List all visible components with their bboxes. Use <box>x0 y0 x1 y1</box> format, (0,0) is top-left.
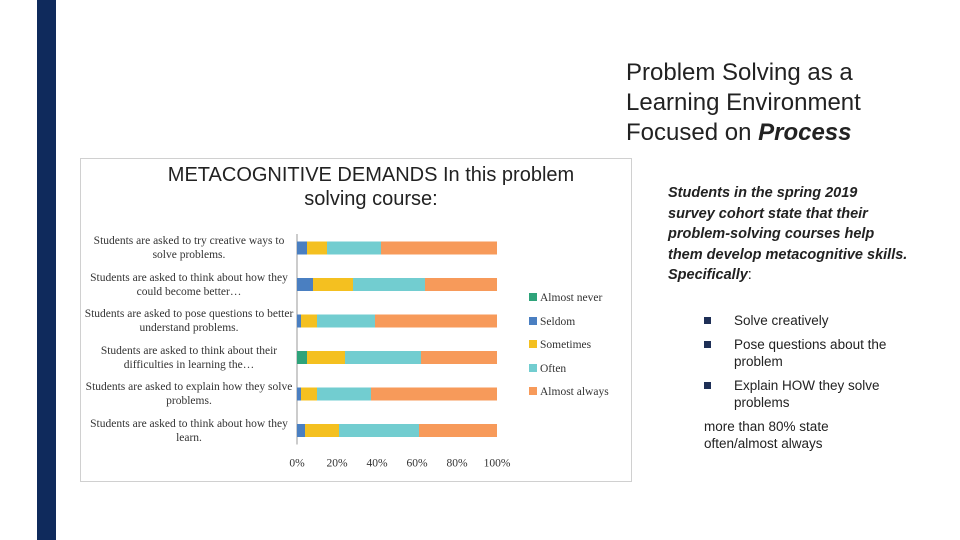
x-tick-label: 100% <box>483 457 511 470</box>
x-tick-label: 20% <box>326 457 348 470</box>
legend-item <box>529 386 609 410</box>
bar-segment-sometimes <box>313 278 353 291</box>
legend-swatch <box>529 387 537 395</box>
bar-segment-sometimes <box>301 315 317 328</box>
slide-title <box>626 58 946 148</box>
bar-segment-seldom <box>297 388 301 401</box>
legend-label: Often <box>540 362 567 375</box>
legend-label: Almost never <box>540 292 603 304</box>
left-accent-bar <box>37 0 56 540</box>
bar-segment-sometimes <box>307 351 345 364</box>
legend-swatch <box>529 293 537 301</box>
legend-item <box>529 339 609 363</box>
bullet-square-icon <box>704 382 711 389</box>
legend-item <box>529 292 609 316</box>
bar-segment-seldom <box>297 242 307 255</box>
bar-segment-often <box>317 388 371 401</box>
bullet-item <box>702 312 922 329</box>
bar-segment-often <box>345 351 421 364</box>
x-tick-label: 40% <box>366 457 388 470</box>
bar-segment-often <box>353 278 425 291</box>
x-tick-label: 80% <box>446 457 468 470</box>
legend-label: Seldom <box>540 315 576 328</box>
legend-item <box>529 316 609 340</box>
legend-item <box>529 363 609 387</box>
x-tick-label: 0% <box>289 457 305 470</box>
category-label: Students are asked to think about how they learn. <box>90 417 288 444</box>
bar-segment-sometimes <box>305 424 339 437</box>
bar-segment-almost-always <box>419 424 497 437</box>
legend-swatch <box>529 340 537 348</box>
category-label: Students are asked to think about how they could become better… <box>90 271 288 298</box>
bar-segment-often <box>339 424 419 437</box>
body-colon: : <box>747 267 752 283</box>
bullet-square-icon <box>704 317 711 324</box>
chart-title: METACOGNITIVE DEMANDS In this problem solving course: <box>167 164 575 210</box>
chart-legend <box>529 292 609 410</box>
body-intro: Students in the spring 2019 survey cohort state that their problem-solving courses help them develop metacognitive skills. Specifically <box>668 185 908 283</box>
bullet-text: Solve creatively <box>734 313 829 328</box>
bar-segment-almost-always <box>425 278 497 291</box>
legend-swatch <box>529 317 537 325</box>
bullet-item <box>702 336 922 370</box>
bullet-text: Explain HOW they solve problems <box>734 378 880 410</box>
bullet-item <box>702 377 922 411</box>
x-tick-label: 60% <box>406 457 428 470</box>
bar-segment-seldom <box>297 278 313 291</box>
footer-text: more than 80% state often/almost always <box>704 419 829 451</box>
bar-segment-almost-always <box>375 315 497 328</box>
bar-segment-often <box>327 242 381 255</box>
bar-segment-seldom <box>297 315 301 328</box>
legend-label: Almost always <box>540 386 609 398</box>
bar-segment-sometimes <box>307 242 327 255</box>
bar-segment-often <box>317 315 375 328</box>
bar-segment-almost-always <box>381 242 497 255</box>
bullet-text: Pose questions about the problem <box>734 337 887 369</box>
bar-segment-almost-never <box>297 351 307 364</box>
bar-segment-almost-always <box>421 351 497 364</box>
bar-segment-sometimes <box>301 388 317 401</box>
bullet-square-icon <box>704 341 711 348</box>
body-text <box>668 183 908 286</box>
category-label: Students are asked to pose questions to better understand problems. <box>84 308 294 334</box>
category-label: Students are asked to explain how they solve problems. <box>85 381 293 407</box>
category-label: Students are asked to try creative ways to solve problems. <box>93 235 285 261</box>
legend-label: Sometimes <box>540 339 592 351</box>
chart-frame <box>80 158 632 482</box>
bullet-list <box>702 312 922 418</box>
slide-title-text: Problem Solving as a Learning Environment Focused on <box>626 59 861 146</box>
bar-segment-almost-always <box>371 388 497 401</box>
category-label: Students are asked to think about their difficulties in learning the… <box>100 344 278 371</box>
legend-swatch <box>529 364 537 372</box>
slide-title-emphasis: Process <box>758 119 852 146</box>
bar-segment-seldom <box>297 424 305 437</box>
